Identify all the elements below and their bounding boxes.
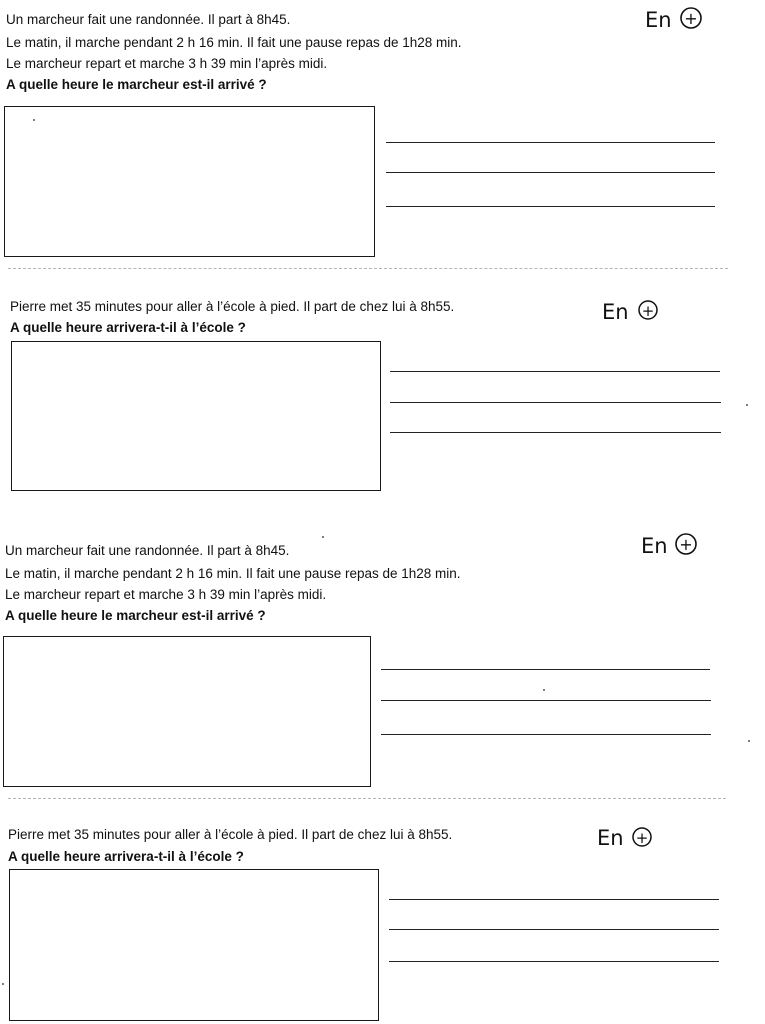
question: A quelle heure arrivera-t-il à l’école ? [8, 849, 244, 864]
handwritten-en-plus-badge [600, 296, 670, 328]
answer-line[interactable] [386, 172, 715, 173]
cut-line [8, 268, 728, 269]
statement-line: Pierre met 35 minutes pour aller à l’école à pied. Il part de chez lui à 8h55. [8, 827, 453, 842]
answer-line[interactable] [389, 899, 719, 900]
answer-box[interactable] [3, 636, 371, 787]
answer-line[interactable] [386, 142, 715, 143]
handwritten-en-plus-badge [595, 822, 665, 854]
badge-text: En [645, 8, 672, 32]
badge-text: En [602, 300, 629, 324]
scan-speck [746, 404, 748, 406]
answer-line[interactable] [390, 402, 721, 403]
plus-icon: + [684, 9, 698, 28]
answer-line[interactable] [386, 206, 715, 207]
cut-line [8, 798, 726, 799]
statement-line: Un marcheur fait une randonnée. Il part à 8h45. [6, 12, 291, 27]
plus-icon: + [635, 829, 649, 847]
answer-box[interactable] [9, 869, 379, 1021]
scan-speck [322, 536, 324, 538]
question: A quelle heure arrivera-t-il à l’école ? [10, 320, 246, 335]
answer-line[interactable] [389, 961, 719, 962]
answer-line[interactable] [381, 700, 711, 701]
statement-line: Un marcheur fait une randonnée. Il part à 8h45. [5, 543, 290, 558]
statement-line: Le matin, il marche pendant 2 h 16 min. Il fait une pause repas de 1h28 min. [5, 566, 461, 581]
badge-text: En [597, 826, 624, 850]
badge-text: En [641, 534, 668, 558]
scan-speck [33, 119, 35, 121]
answer-box[interactable] [11, 341, 381, 491]
answer-line[interactable] [381, 669, 710, 670]
handwritten-en-plus-badge [639, 530, 709, 562]
statement-line: Le marcheur repart et marche 3 h 39 min l’après midi. [6, 56, 328, 71]
plus-icon: + [641, 302, 655, 320]
scan-speck [748, 740, 750, 742]
answer-line[interactable] [381, 734, 711, 735]
answer-line[interactable] [390, 432, 721, 433]
question: A quelle heure le marcheur est-il arrivé ? [5, 608, 266, 623]
statement-line: Le marcheur repart et marche 3 h 39 min l’après midi. [5, 587, 327, 602]
answer-box[interactable] [4, 106, 375, 257]
question: A quelle heure le marcheur est-il arrivé ? [6, 77, 267, 92]
statement-line: Pierre met 35 minutes pour aller à l’école à pied. Il part de chez lui à 8h55. [10, 299, 455, 314]
answer-line[interactable] [390, 371, 720, 372]
handwritten-en-plus-badge [643, 4, 713, 36]
plus-icon: + [679, 535, 693, 554]
statement-line: Le matin, il marche pendant 2 h 16 min. Il fait une pause repas de 1h28 min. [6, 35, 462, 50]
scan-speck [2, 983, 4, 985]
scan-speck [543, 689, 545, 691]
answer-line[interactable] [389, 929, 719, 930]
